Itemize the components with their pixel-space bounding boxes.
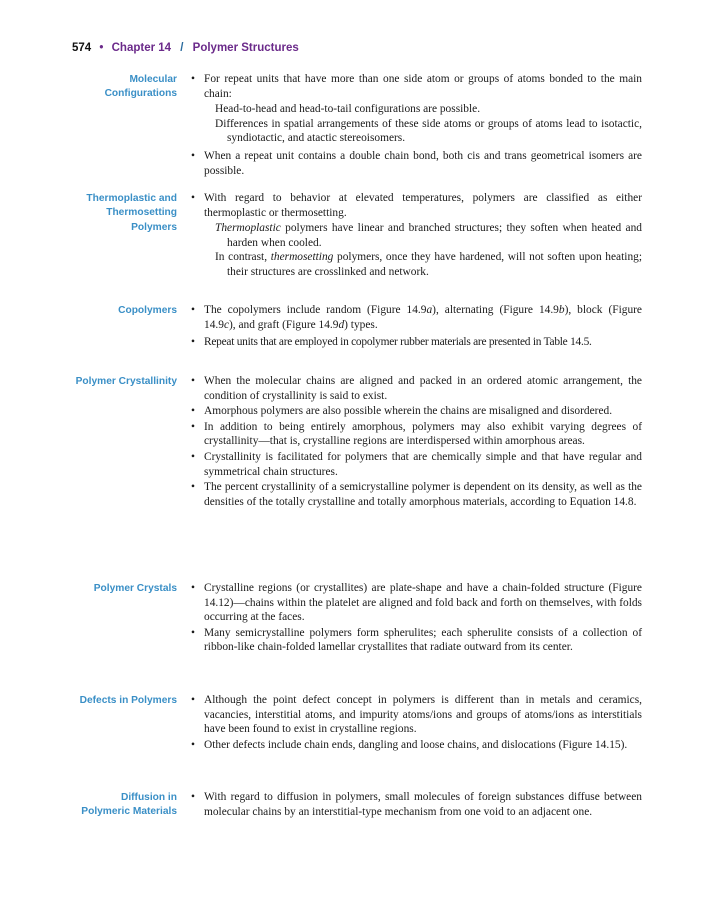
- section-label: [60, 375, 177, 389]
- section-content: [189, 191, 642, 280]
- em-term: a: [426, 304, 433, 316]
- bullet-dot: •: [191, 192, 195, 204]
- bullet-text: When the molecular chains are aligned and packed in an ordered atomic arrangement, the condition of crystallinity is said to exist.: [204, 375, 642, 402]
- bullet-dot: •: [191, 450, 195, 463]
- bullet-text: The percent crystallinity of a semicrystalline polymer is dependent on its density, as well as the densities of the totally crystalline and totally amorphous materials, according to Equation 14.8.: [204, 481, 642, 508]
- em-term: Thermoplastic: [215, 222, 281, 235]
- em-term: b: [558, 304, 565, 316]
- bullet-dot: •: [191, 791, 195, 803]
- bullet-dot: •: [191, 582, 195, 594]
- bullet-text: Many semicrystalline polymers form spherulites; each spherulite consists of a collection of ribbon-like chain-folded lamellar crystallites that radiate outward from its center.: [204, 626, 642, 654]
- bullet-text: With regard to behavior at elevated temperatures, polymers are classified as either thermoplastic or thermosetting.: [204, 192, 642, 219]
- bullet-item: [189, 738, 642, 753]
- bullet-text: In addition to being entirely amorphous, polymers may also exhibit varying degrees of crystallinity—that is, crystalline regions are interdispersed within amorphous areas.: [204, 420, 642, 448]
- bullet-dot: •: [191, 626, 195, 639]
- bullet-dot: •: [191, 375, 195, 387]
- label-line: Polymer Crystals: [93, 583, 177, 594]
- page-number: 574: [72, 42, 92, 54]
- bullet-item: [189, 335, 642, 350]
- label-line: Thermosetting: [106, 207, 177, 219]
- bullet-text: Crystallinity is facilitated for polymers that are chemically simple and that have regular and symmetrical chain structures.: [204, 450, 642, 478]
- bullet-item: [189, 404, 642, 419]
- section-content: [189, 72, 642, 179]
- section-label: [60, 582, 177, 596]
- bullet-dot: •: [191, 694, 195, 706]
- bullet-dot: •: [191, 336, 195, 349]
- section-title: Polymer Structures: [192, 42, 299, 54]
- bullet-text: The copolymers include random (Figure 14.9: [204, 304, 427, 316]
- em-term: c: [223, 318, 229, 331]
- running-header: [72, 42, 652, 54]
- section-label: [60, 192, 177, 235]
- bullet-text: When a repeat unit contains a double chain bond, both cis and trans geometrical isomers are possible.: [204, 149, 642, 177]
- bullet-dot: •: [191, 149, 195, 162]
- label-line: Copolymers: [118, 305, 177, 316]
- section-label: [60, 694, 177, 708]
- label-line: Configurations: [104, 88, 177, 100]
- label-line: Molecular: [129, 74, 177, 85]
- bullet-text: ), block (Figure 14.9: [204, 304, 642, 331]
- bullet-item: [189, 581, 642, 625]
- header-slash: /: [180, 42, 184, 54]
- section-content: [189, 693, 642, 753]
- bullet-text: ) types.: [344, 318, 378, 331]
- bullet-dot: •: [191, 405, 195, 418]
- section-content: [189, 581, 642, 656]
- bullet-text: For repeat units that have more than one side atom or groups of atoms bonded to the main chain:: [204, 73, 642, 100]
- section-label: [60, 304, 177, 318]
- bullet-item: [189, 480, 642, 509]
- bullet-text: ), and graft (Figure 14.9: [229, 318, 339, 331]
- bullet-text: Crystalline regions (or crystallites) are plate-shape and have a chain-folded structure (Figure 14.12)—chains within the platelet are aligned and fold back and forth on themselves, with folds occurring at the faces.: [204, 582, 642, 624]
- bullet-item: [189, 450, 642, 479]
- bullet-text: Other defects include chain ends, dangling and loose chains, and dislocations (Figure 14.15).: [204, 738, 628, 751]
- chapter-label: Chapter 14: [111, 42, 172, 54]
- bullet-item: [189, 303, 642, 332]
- bullet-text: ), alternating (Figure 14.9: [432, 304, 559, 316]
- bullet-text: Although the point defect concept in polymers is different than in metals and ceramics, vacancies, interstitial atoms, and impurity atoms/ions and groups of atoms/ions as interstitials have been found to exist in crystalline regions.: [204, 694, 642, 736]
- section-content: [189, 303, 642, 351]
- bullet-dot: •: [191, 738, 195, 751]
- bullet-item: [189, 191, 642, 220]
- section-content: [189, 790, 642, 820]
- bullet-dot: •: [191, 73, 195, 85]
- label-line: Thermoplastic and: [86, 193, 177, 204]
- bullet-text: Amorphous polymers are also possible wherein the chains are misaligned and disordered.: [204, 405, 613, 418]
- label-line: Defects in Polymers: [79, 695, 177, 706]
- label-line: Diffusion in: [120, 792, 177, 803]
- section-content: [189, 374, 642, 510]
- sub-item: Differences in spatial arrangements of these side atoms or groups of atoms lead to isotactic, syndiotactic, and atactic stereoisomers.: [215, 117, 642, 145]
- sub-item: [189, 221, 642, 250]
- bullet-text: With regard to diffusion in polymers, small molecules of foreign substances diffuse between molecular chains by an interstitial-type mechanism from one void to an adjacent one.: [204, 791, 642, 818]
- sub-item: Head-to-head and head-to-tail configurations are possible.: [215, 103, 481, 116]
- bullet-item: [189, 790, 642, 819]
- sub-text: polymers, once they have hardened, will not soften upon heating; their structures are crosslinked and network.: [227, 251, 642, 278]
- sub-text: polymers have linear and branched structures; they soften when heated and harden when cooled.: [227, 222, 642, 249]
- label-line: Polymeric Materials: [81, 806, 177, 818]
- em-term: thermosetting: [270, 251, 334, 264]
- sub-text: In contrast,: [215, 251, 271, 264]
- label-line: Polymer Crystallinity: [75, 376, 177, 387]
- bullet-dot: •: [191, 304, 195, 316]
- bullet-item: [189, 72, 642, 101]
- label-line: Polymers: [131, 221, 177, 233]
- em-term: d: [338, 318, 345, 331]
- bullet-text: Repeat units that are employed in copolymer rubber materials are presented in Table 14.5.: [204, 336, 592, 349]
- bullet-dot: •: [191, 420, 195, 433]
- bullet-item: [189, 626, 642, 655]
- bullet-item: [189, 420, 642, 449]
- sub-item: [189, 250, 642, 279]
- section-label: [60, 791, 177, 820]
- bullet-item: [189, 374, 642, 403]
- bullet-item: [189, 149, 642, 178]
- header-dot: •: [99, 42, 104, 54]
- section-label: [60, 73, 177, 102]
- bullet-item: [189, 693, 642, 737]
- bullet-dot: •: [191, 481, 195, 494]
